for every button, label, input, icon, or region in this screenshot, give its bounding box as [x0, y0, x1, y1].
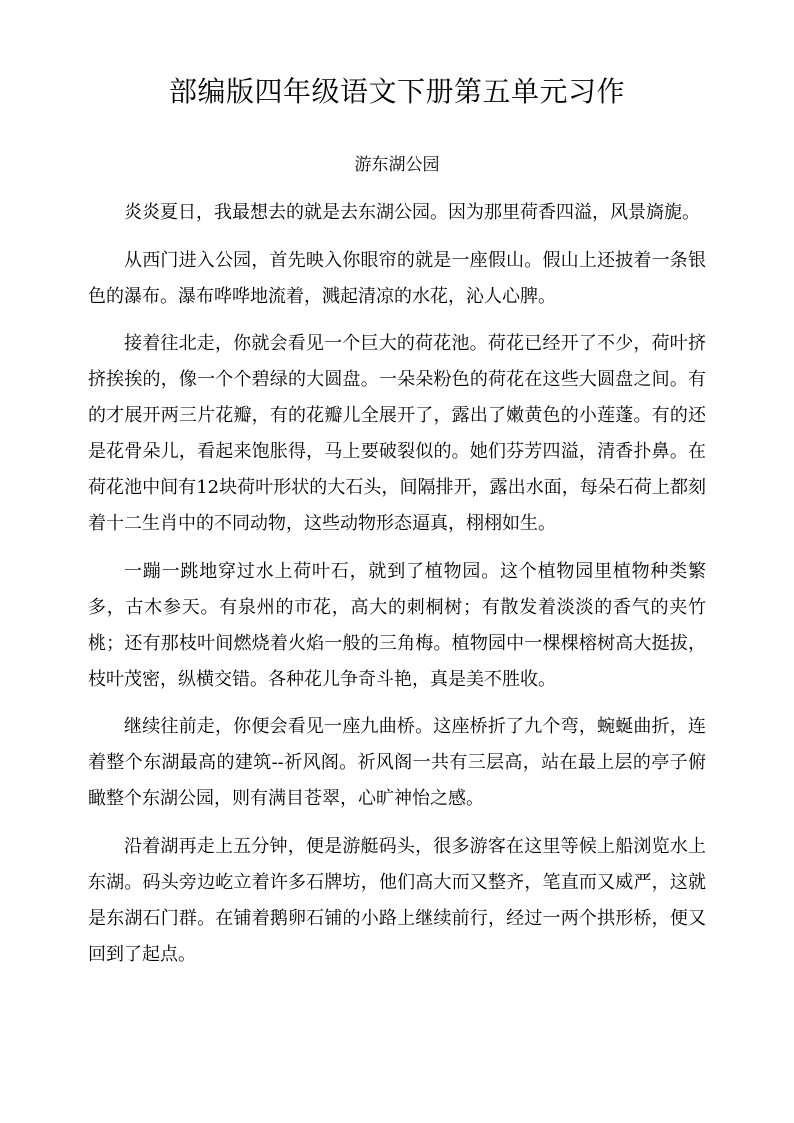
- paragraph-1: 炎炎夏日，我最想去的就是去东湖公园。因为那里荷香四溢，风景旖旎。: [124, 202, 700, 223]
- essay-body: [88, 195, 706, 984]
- essay-title: 游东湖公园: [354, 155, 440, 175]
- document-title: 部编版四年级语文下册第五单元习作: [168, 75, 625, 108]
- paragraph-5: 继续往前走，你便会看见一座九曲桥。这座桥折了九个弯，蜿蜒曲折，连着整个东湖最高的建筑--祈风阁。祈风阁一共有三层高，站在最上层的亭子俯瞰整个东湖公园，则有满目苍翠，心旷神怡之感。: [88, 716, 706, 809]
- paragraph-3: 接着往北走，你就会看见一个巨大的荷花池。荷花已经开了不少，荷叶挤挤挨挨的，像一个个碧绿的大圆盘。一朵朵粉色的荷花在这些大圆盘之间。有的才展开两三片花瓣，有的花瓣儿全展开了，露出了嫩黄色的小莲蓬。有的还是花骨朵儿，看起来饱胀得，马上要破裂似的。她们芬芳四溢，清香扑鼻。在荷花池中间有12块荷叶形状的大石头，间隔排开，露出水面，每朵石荷上都刻着十二生肖中的不同动物，这些动物形态逼真，栩栩如生。: [88, 333, 706, 534]
- paragraph-4: 一蹦一跳地穿过水上荷叶石，就到了植物园。这个植物园里植物种类繁多，古木参天。有泉州的市花，高大的刺桐树；有散发着淡淡的香气的夹竹桃；还有那枝叶间燃烧着火焰一般的三角梅。植物园中一棵棵榕树高大挺拔，枝叶茂密，纵横交错。各种花儿争奇斗艳，真是美不胜收。: [88, 560, 706, 690]
- paragraph-6: 沿着湖再走上五分钟，便是游艇码头，很多游客在这里等候上船浏览水上东湖。码头旁边屹立着许多石牌坊，他们高大而又整齐，笔直而又威严，这就是东湖石门群。在铺着鹅卵石铺的小路上继续前行，经过一两个拱形桥，便又回到了起点。: [88, 835, 706, 965]
- paragraph-2: 从西门进入公园，首先映入你眼帘的就是一座假山。假山上还披着一条银色的瀑布。瀑布哗哗地流着，溅起清凉的水花，沁人心脾。: [88, 249, 706, 307]
